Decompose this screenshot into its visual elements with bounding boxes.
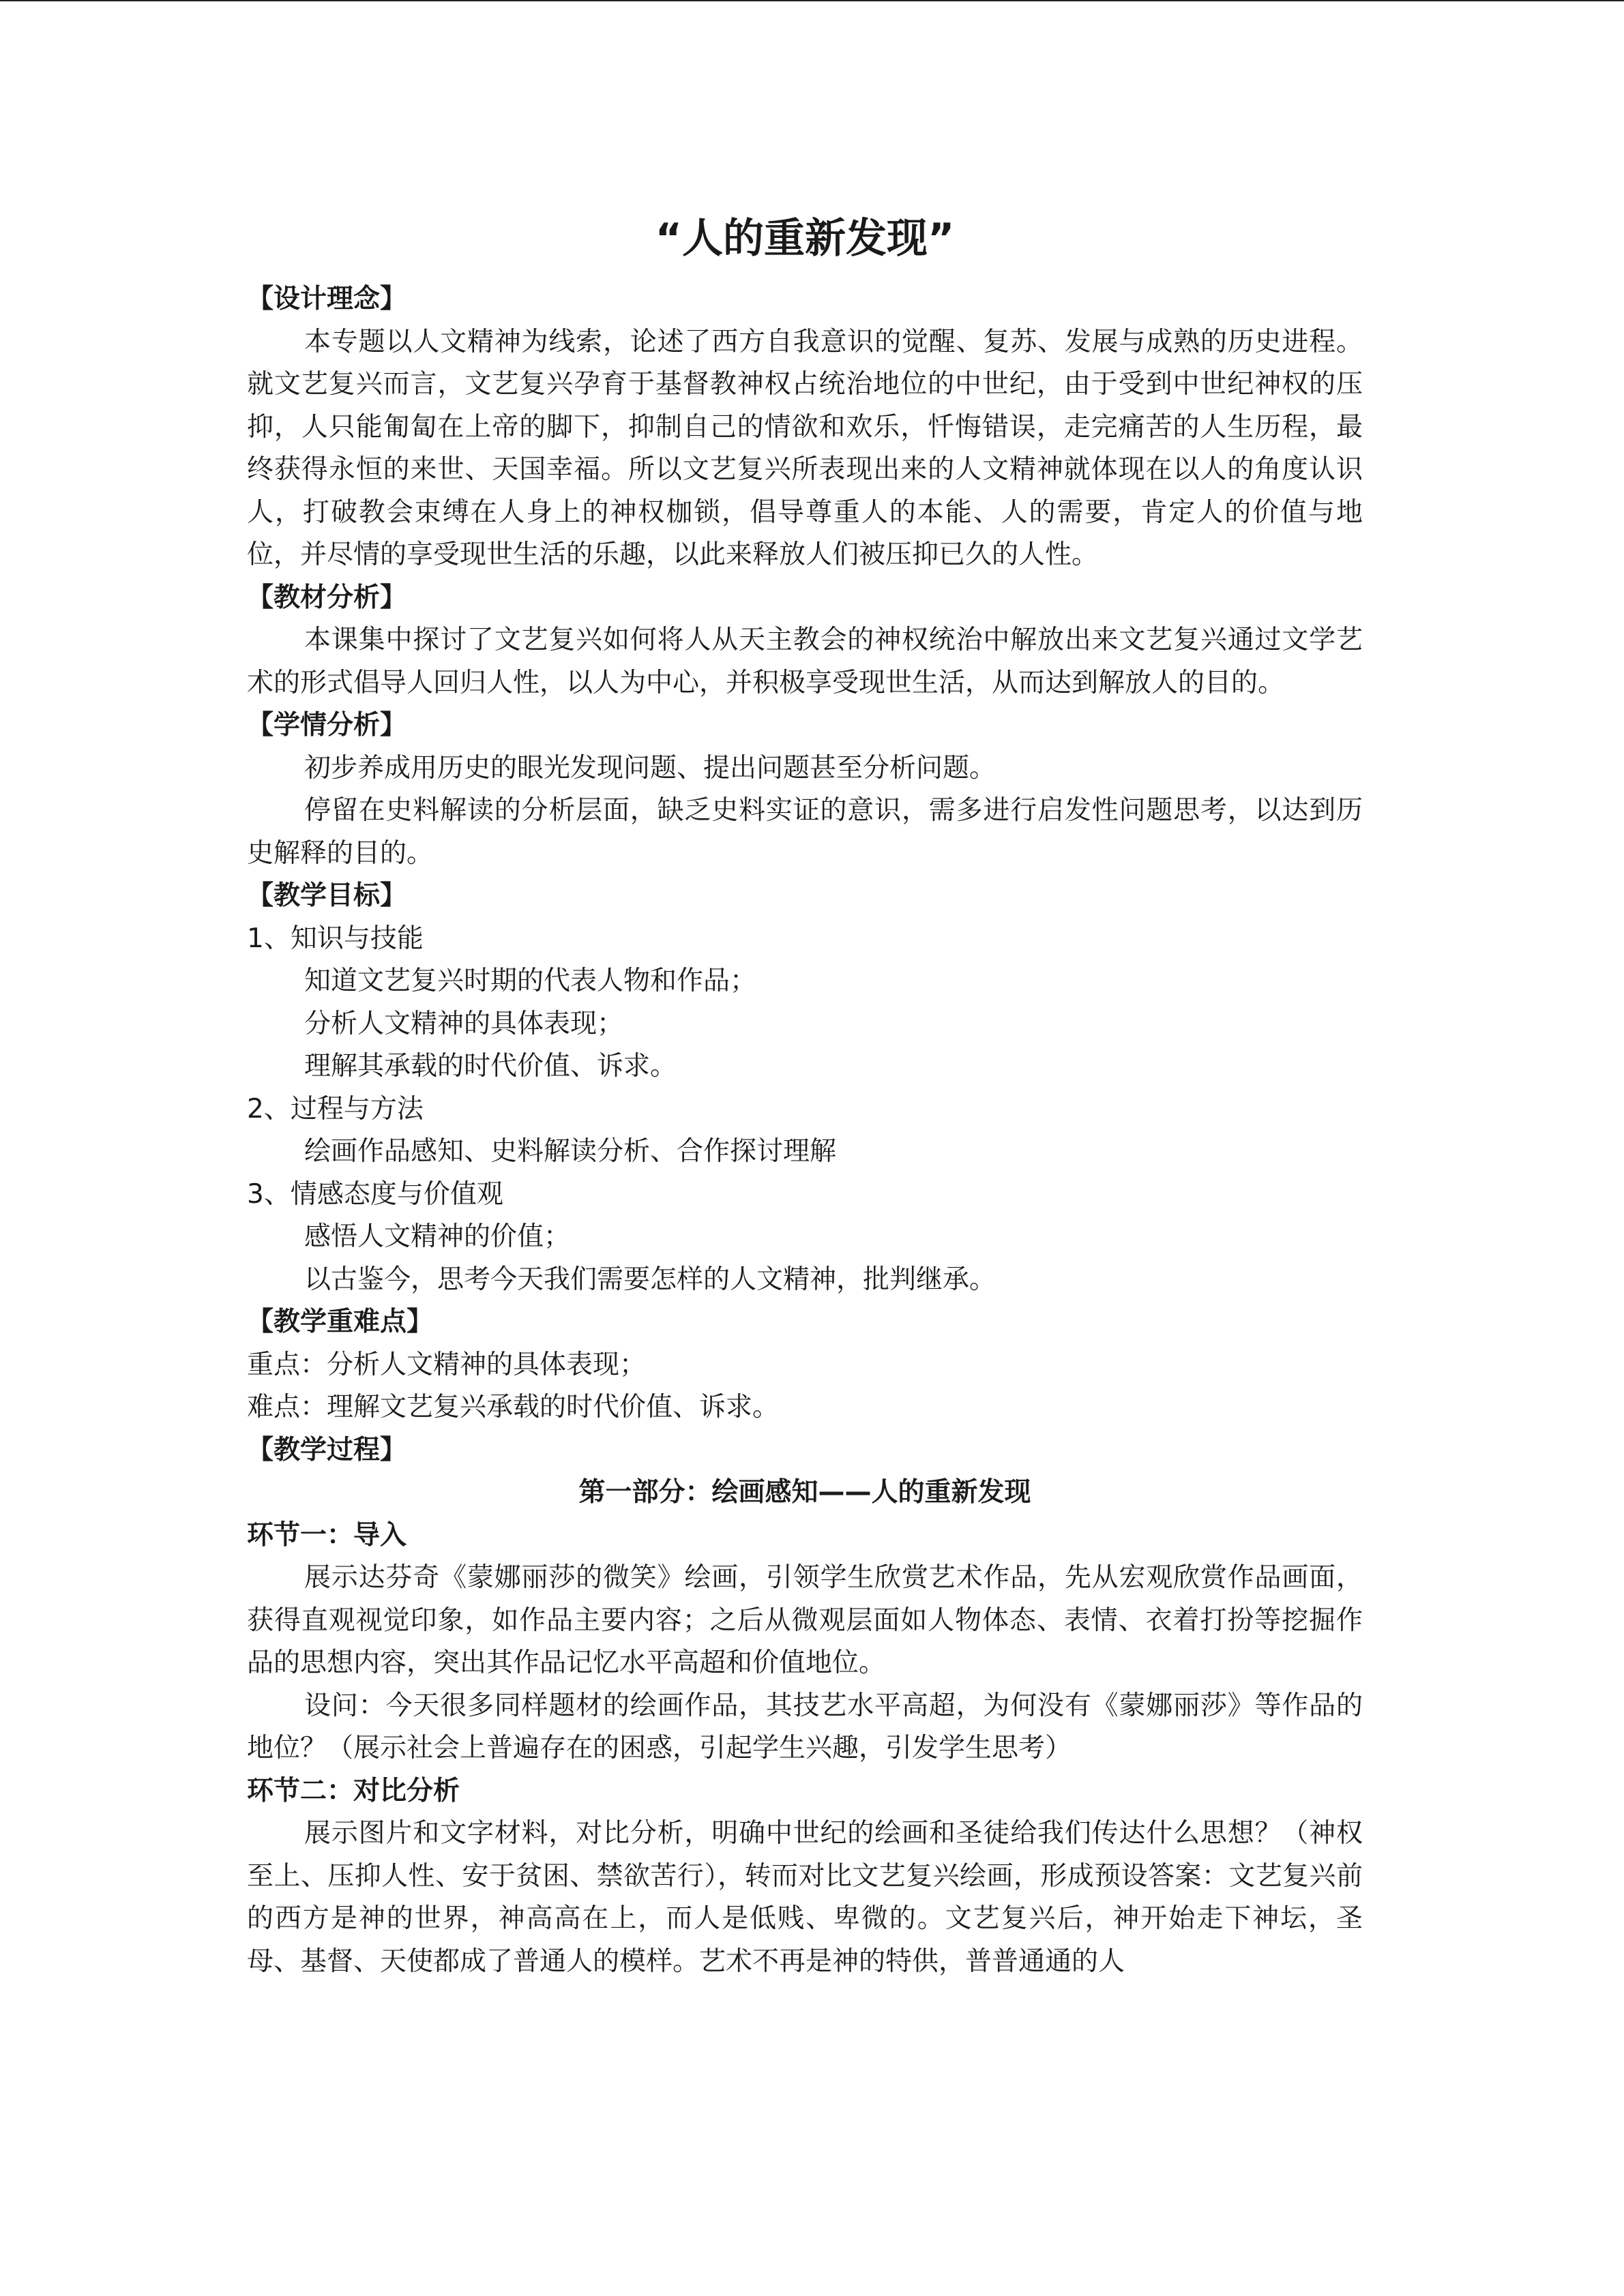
learner-paragraph-2: 停留在史料解读的分析层面，缺乏史料实证的意识，需多进行启发性问题思考，以达到历史解释的目的。: [247, 795, 1363, 869]
goal-3-item-b: 以古鉴今，思考今天我们需要怎样的人文精神，批判继承。: [304, 1264, 996, 1295]
step-2-heading: 环节二：对比分析: [247, 1775, 460, 1806]
step-1-paragraph-2: 设问：今天很多同样题材的绘画作品，其技艺水平高超，为何没有《蒙娜丽莎》等作品的地位？（展示社会上普遍存在的困惑，引起学生兴趣，引发学生思考）: [247, 1690, 1363, 1763]
difficult-point: 难点：理解文艺复兴承载的时代价值、诉求。: [247, 1392, 780, 1422]
goal-2-title: 2、过程与方法: [247, 1093, 424, 1124]
design-paragraph: 本专题以人文精神为线索，论述了西方自我意识的觉醒、复苏、发展与成熟的历史进程。就文艺复兴而言，文艺复兴孕育于基督教神权占统治地位的中世纪，由于受到中世纪神权的压抑，人只能匍匐在上帝的脚下，抑制自己的情欲和欢乐，忏悔错误，走完痛苦的人生历程，最终获得永恒的来世、天国幸福。所以文艺复兴所表现出来的人文精神就体现在以人的角度认识人，打破教会束缚在人身上的神权枷锁，倡导尊重人的本能、人的需要，肯定人的价值与地位，并尽情的享受现世生活的乐趣，以此来释放人们被压抑已久的人性。: [247, 326, 1363, 570]
step-1-paragraph-1: 展示达芬奇《蒙娜丽莎的微笑》绘画，引领学生欣赏艺术作品，先从宏观欣赏作品画面，获得直观视觉印象，如作品主要内容；之后从微观层面如人物体态、表情、衣着打扮等挖掘作品的思想内容，突出其作品记忆水平高超和价值地位。: [247, 1562, 1363, 1678]
top-border-line: [0, 0, 1624, 1]
step-1-heading: 环节一：导入: [247, 1519, 407, 1551]
key-point: 重点：分析人文精神的具体表现；: [247, 1349, 647, 1380]
goal-1-item-a: 知道文艺复兴时期的代表人物和作品；: [304, 966, 757, 996]
part-one-heading: 第一部分：绘画感知——人的重新发现: [578, 1477, 1031, 1508]
section-heading-learner: 【学情分析】: [247, 710, 407, 741]
section-heading-goals: 【教学目标】: [247, 880, 407, 911]
section-heading-design: 【设计理念】: [247, 284, 407, 314]
document-page: [247, 205, 1363, 1983]
goal-3-title: 3、情感态度与价值观: [247, 1178, 503, 1210]
section-heading-material: 【教材分析】: [247, 582, 407, 613]
material-paragraph: 本课集中探讨了文艺复兴如何将人从天主教会的神权统治中解放出来文艺复兴通过文学艺术的形式倡导人回归人性，以人为中心，并积极享受现世生活，从而达到解放人的目的。: [247, 625, 1363, 698]
goal-2-item-a: 绘画作品感知、史料解读分析、合作探讨理解: [304, 1136, 837, 1167]
goal-3-item-a: 感悟人文精神的价值；: [304, 1221, 571, 1252]
goal-1-title: 1、知识与技能: [247, 923, 424, 954]
goal-1-item-c: 理解其承载的时代价值、诉求。: [304, 1051, 677, 1082]
learner-paragraph-1: 初步养成用历史的眼光发现问题、提出问题甚至分析问题。: [304, 752, 996, 784]
section-heading-process: 【教学过程】: [247, 1434, 407, 1465]
goal-1-item-b: 分析人文精神的具体表现；: [304, 1008, 624, 1039]
page-title: “人的重新发现”: [655, 215, 955, 263]
section-heading-key-points: 【教学重难点】: [247, 1307, 434, 1337]
step-2-paragraph: 展示图片和文字材料，对比分析，明确中世纪的绘画和圣徒给我们传达什么思想？（神权至上、压抑人性、安于贫困、禁欲苦行），转而对比文艺复兴绘画，形成预设答案：文艺复兴前的西方是神的世界，神高高在上，而人是低贱、卑微的。文艺复兴后，神开始走下神坛，圣母、基督、天使都成了普通人的模样。艺术不再是神的特供，普普通通的人: [247, 1818, 1363, 1977]
